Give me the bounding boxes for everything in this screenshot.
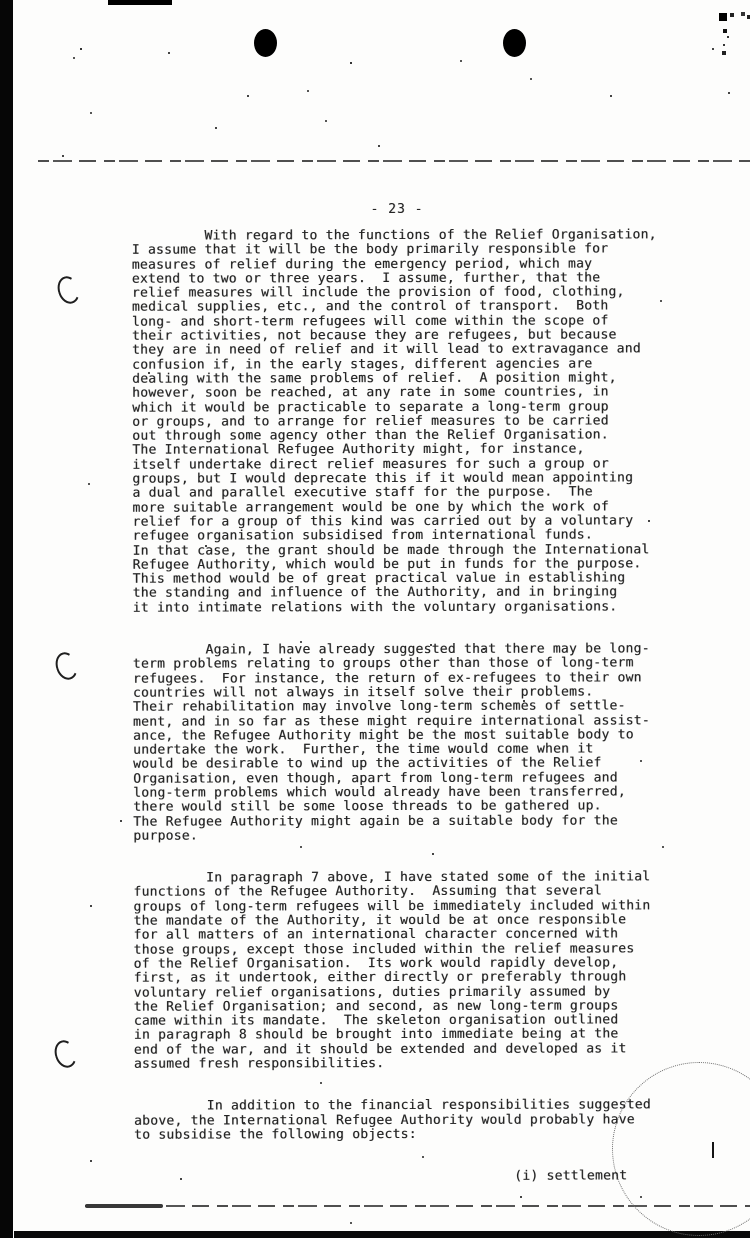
- binder-ring-mark: [54, 273, 83, 306]
- punch-hole-right: [503, 29, 526, 57]
- punch-hole-left: [254, 29, 277, 57]
- scan-edge-left: [0, 0, 13, 1238]
- paragraph-refugee-authority-functions: In paragraph 7 above, I have stated some of the initial functions of the Refugee Authority. Assuming that several groups of long-term refugees will be immediately included within the mandate of the Authority, it would be at once responsible for all matters of an international character concerned with those groups, except those included within the relief measures of the Relief Organisation. Its work would rapidly develop, first, as it undertook, either directly or preferably through voluntary relief organisations, duties primarily assumed by the Relief Organisation; and second, as new long-term groups came within its mandate. The skeleton organisation outlined in paragraph 8 should be brought into immediate being at the end of the war, and it should be extended and developed as it assumed fresh responsibilities.: [133, 869, 651, 1072]
- list-item-settlement: (i) settlement: [514, 1168, 628, 1184]
- binder-ring-mark: [51, 1037, 80, 1070]
- paragraph-relief-organisation-functions: With regard to the functions of the Relief Organisation, I assume that it will be the body primarily responsible for measures of relief during the emergency period, which may extend to two or three years. I assume, further, that the relief measures will include the provision of food, clothing, medical supplies, etc., and the control of transport. Both long- and short-term refugees will come within the scope of their activities, not because they are refugees, but because they are in need of relief and it will lead to extravagance and confusion if, in the early stages, different agencies are dealing with the same problems of relief. A position might, however, soon be reached, at any rate in some countries, in which it would be practicable to separate a long-term group or groups, and to arrange for relief measures to be carried out through some agency other than the Relief Organisation. The International Refugee Authority might, for instance, itself undertake direct relief measures for such a group or groups, but I would deprecate this if it would mean appointing a dual and parallel executive staff for the purpose. The more suitable arrangement would be one by which the work of relief for a group of this kind was carried out by a voluntary refugee organisation subsidised from international funds. In that case, the grant should be made through the International Refugee Authority, which would be put in funds for the purpose. This method would be of great practical value in establishing the standing and influence of the Authority, and in bringing it into intimate relations with the voluntary organisations.: [131, 227, 657, 616]
- scan-edge-bottom: [14, 1231, 750, 1238]
- fold-line-top: [38, 160, 750, 162]
- scan-noise: [0, 0, 2, 2]
- binder-ring-mark: [52, 649, 81, 682]
- document-body: [132, 228, 674, 1185]
- paragraph-long-term-problems: Again, I have already suggested that there may be long- term problems relating to groups other than those of long-term refugees. For instance, the return of ex-refugees to their own countries will not always in itself solve their problems. Their rehabilitation may involve long-term schemes of settle- ment, and in so far as these might require international assist- ance, the Refugee Authority might be the most suitable body to undertake the work. Further, the time would come when it would be desirable to wind up the activities of the Relief Organisation, even though, apart from long-term refugees and long-term problems which would already have been transferred, there would still be some loose threads to be gathered up. The Refugee Authority might again be a suitable body for the purpose.: [132, 641, 650, 844]
- scan-edge-top: [108, 0, 172, 5]
- page-number: - 23 -: [370, 202, 424, 217]
- paragraph-financial-responsibilities: In addition to the financial responsibilities suggested above, the International Refugee Authority would probably have to subsidise the following objects:: [134, 1097, 651, 1143]
